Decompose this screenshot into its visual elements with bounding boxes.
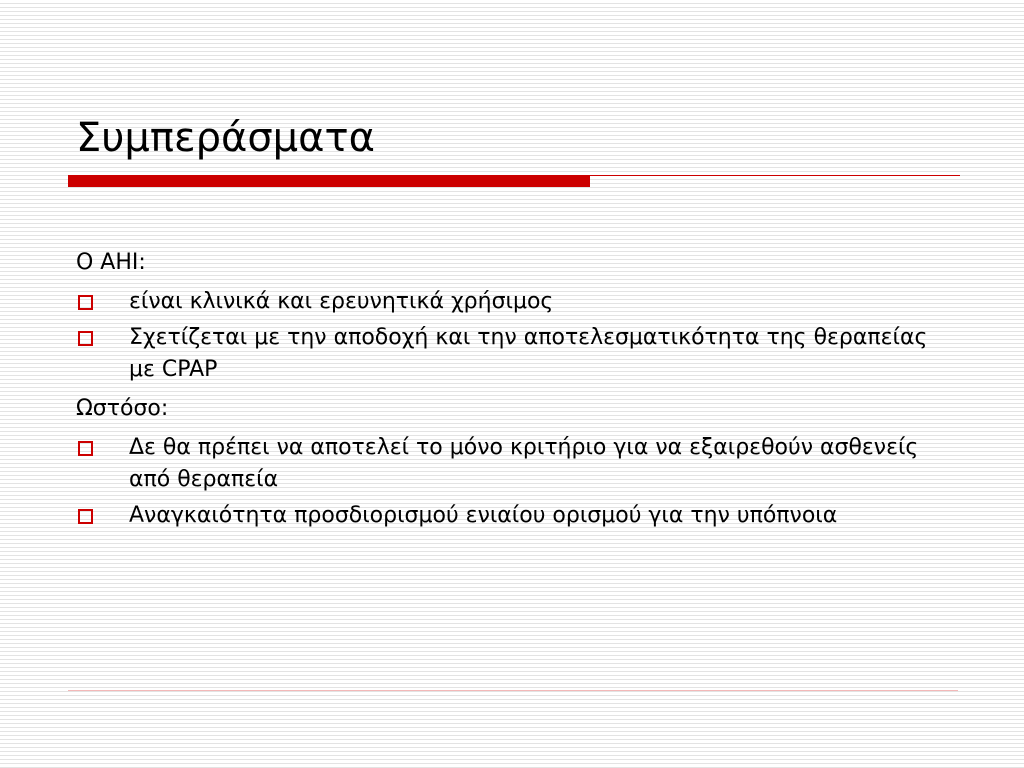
slide-content: [76, 244, 956, 536]
hollow-square-icon: [78, 295, 93, 310]
hollow-square-icon: [78, 331, 93, 346]
footer-divider: [68, 690, 958, 691]
bullet-item: [76, 432, 956, 496]
bullet-item: [76, 322, 956, 386]
bullet-text: Αναγκαιότητα προσδιορισμού ενιαίου ορισμού για την υπόπνοια: [129, 503, 838, 528]
section-heading-ahi: Ο AHI:: [76, 250, 146, 275]
slide-title: Συμπεράσματα: [76, 115, 375, 161]
section-heading-however: Ωστόσο:: [76, 396, 169, 421]
bullet-text: είναι κλινικά και ερευνητικά χρήσιμος: [129, 289, 554, 314]
bullet-item: [76, 500, 956, 532]
bullet-text: Σχετίζεται με την αποδοχή και την αποτελεσματικότητα της θεραπείας με CPAP: [129, 325, 928, 382]
bullet-item: [76, 286, 956, 318]
hollow-square-icon: [78, 441, 93, 456]
title-underline-thick: [68, 175, 590, 187]
hollow-square-icon: [78, 509, 93, 524]
title-underline-thin: [590, 175, 960, 176]
bullet-text: Δε θα πρέπει να αποτελεί το μόνο κριτήριο για να εξαιρεθούν ασθενείς από θεραπεία: [129, 435, 919, 492]
